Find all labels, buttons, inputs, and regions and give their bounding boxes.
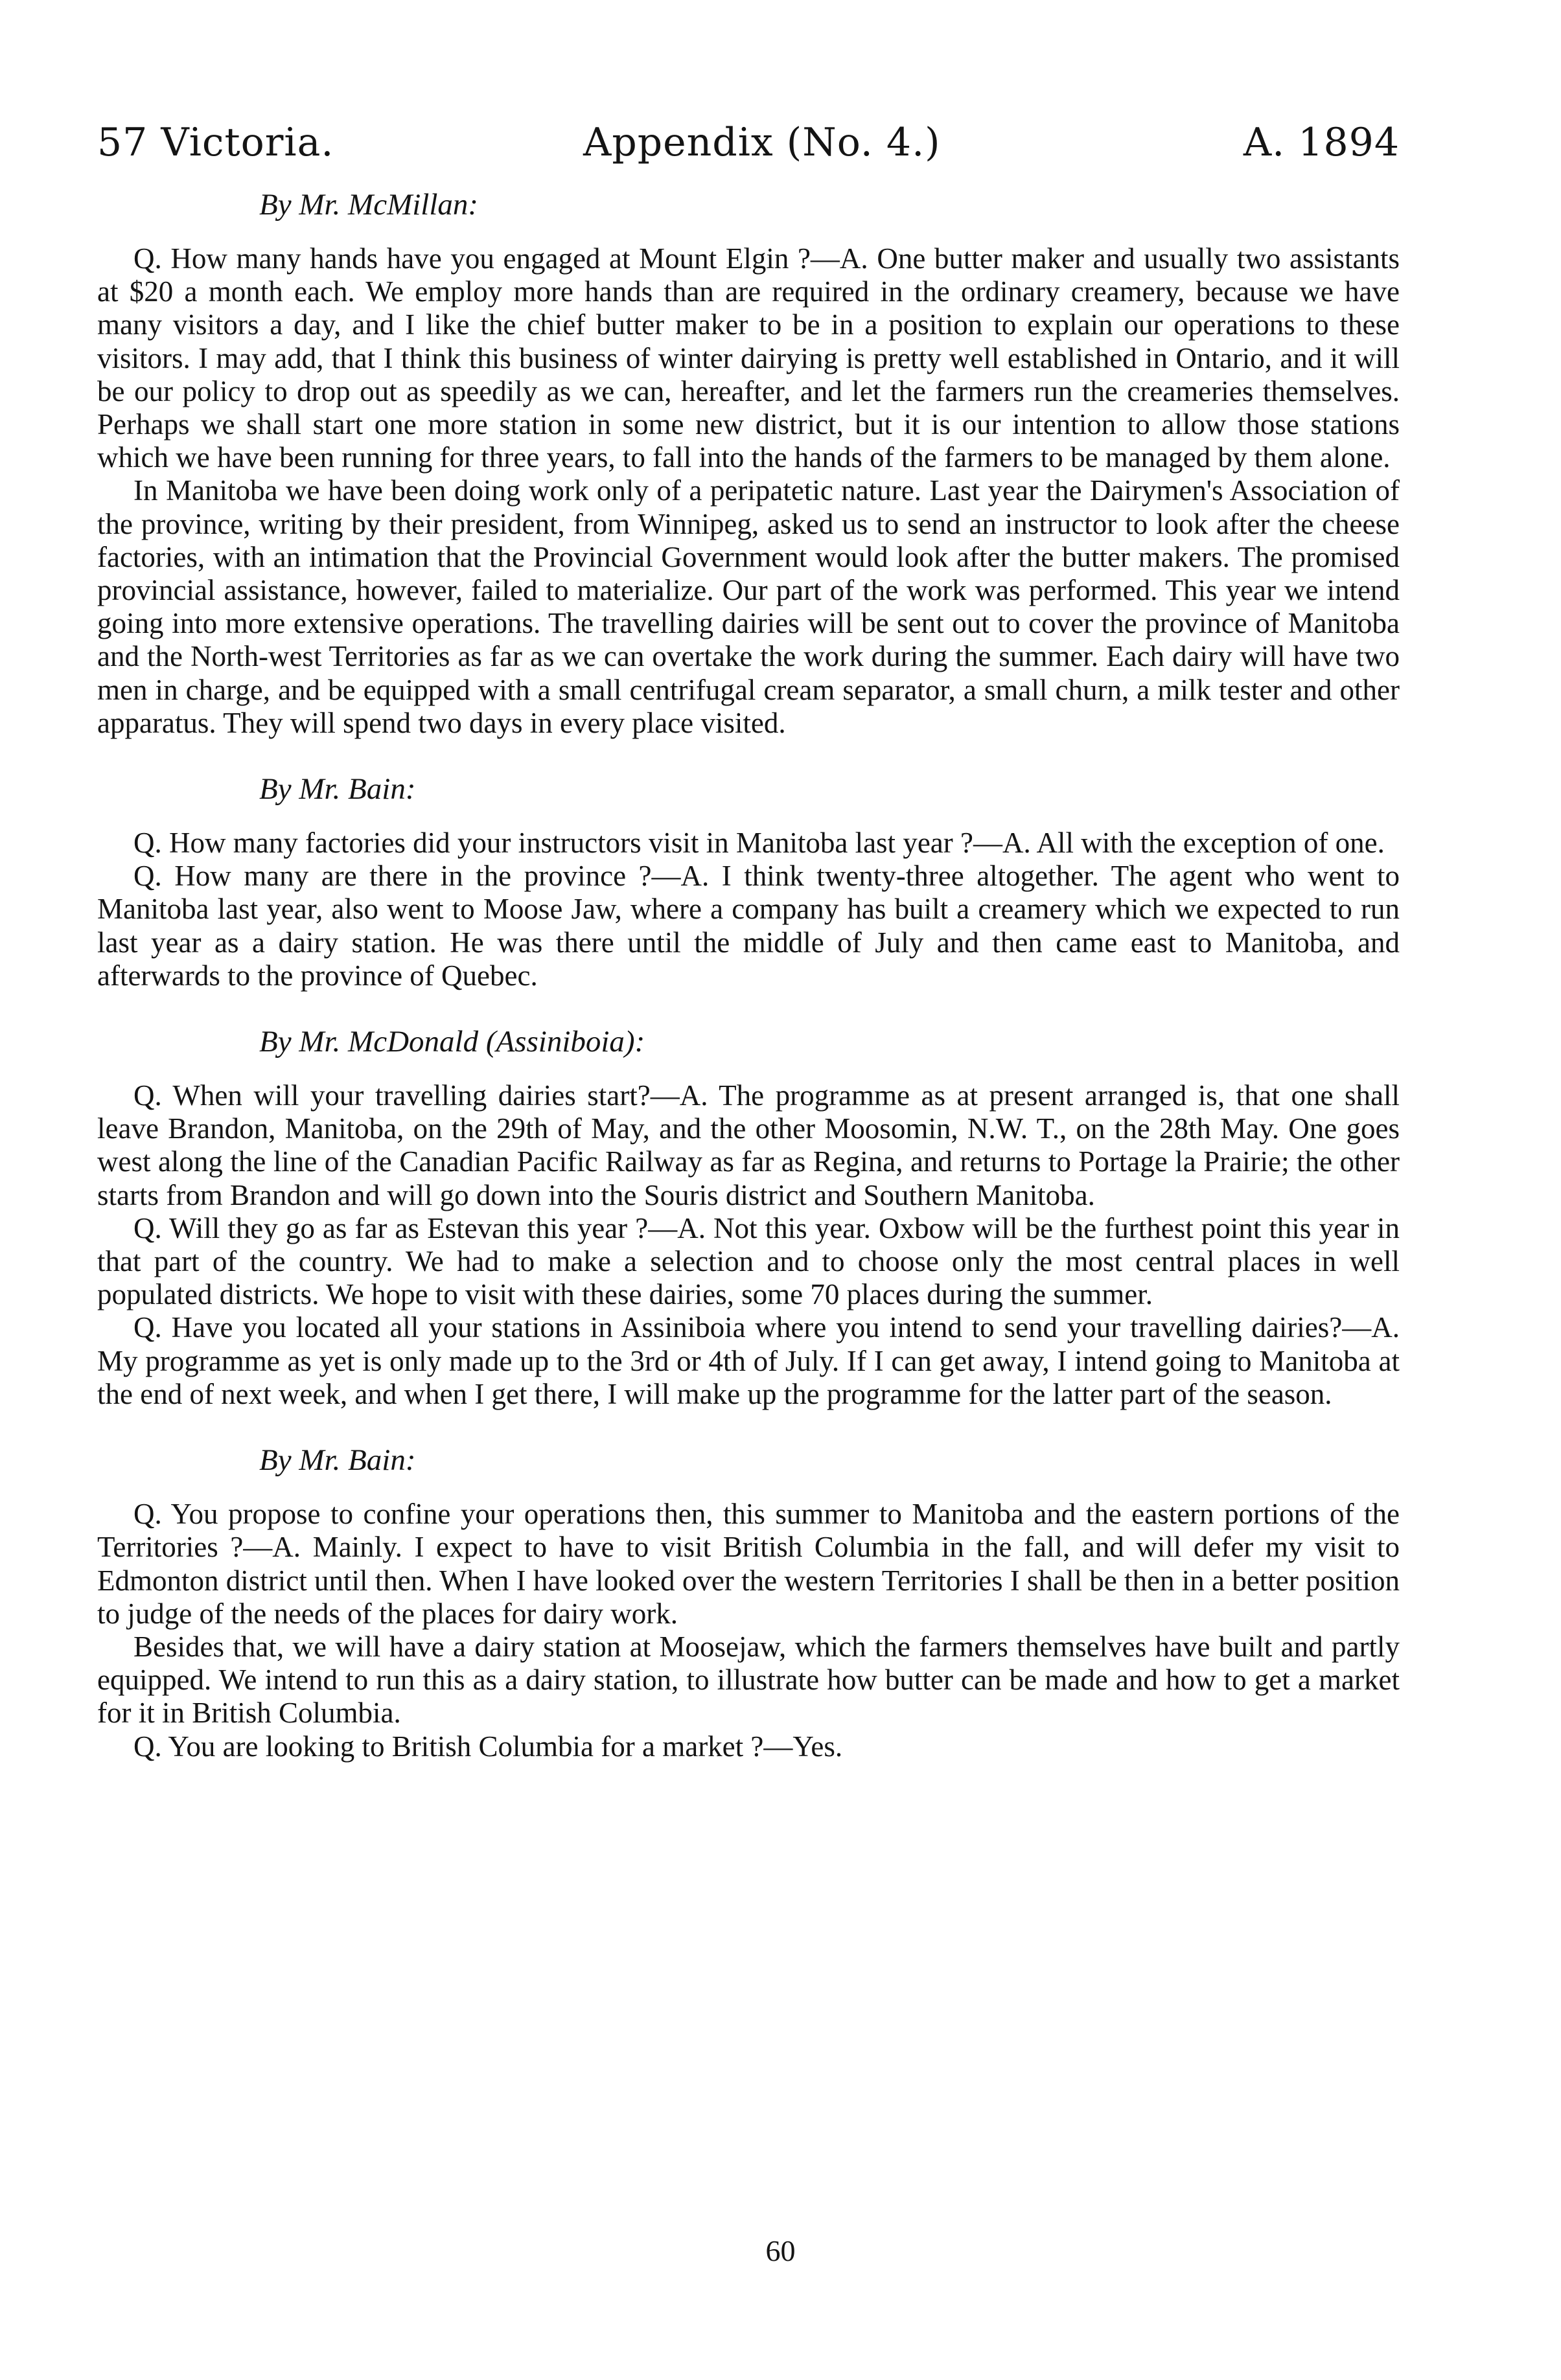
paragraph: Q. You propose to confine your operations then, this summer to Manitoba and the eastern portions of the Territories ?—A. Mainly. I expect to have to visit British Columbia in the fall, and will defer my visit to Edmonton district until then. When I have looked over the western Territories I shall be then in a better position to judge of the needs of the places for dairy work. [97, 1498, 1400, 1630]
header-appendix: Appendix (No. 4.) [583, 120, 941, 165]
paragraph: Q. When will your travelling dairies start?—A. The programme as at present arranged is, that one shall leave Brandon, Manitoba, on the 29th of May, and the other Moosomin, N.W. T., on the 28th May. One goes west along the line of the Canadian Pacific Railway as far as Regina, and returns to Portage la Prairie; the other starts from Brandon and will go down into the Souris district and Southern Manitoba. [97, 1079, 1400, 1211]
paragraph: In Manitoba we have been doing work only of a peripatetic nature. Last year the Dairymen's Association of the province, writing by their president, from Winnipeg, asked us to send an instructor to look after the cheese factories, with an intimation that the Provincial Government would look after the butter makers. The promised provincial assistance, however, failed to materialize. Our part of the work was performed. This year we intend going into more extensive operations. The travelling dairies will be sent out to cover the province of Manitoba and the North-west Territories as far as we can overtake the work during the summer. Each dairy will have two men in charge, and be equipped with a small centrifugal cream separator, a small churn, a milk tester and other apparatus. They will spend two days in every place visited. [97, 474, 1400, 739]
paragraph: Besides that, we will have a dairy station at Moosejaw, which the farmers themselves have built and partly equipped. We intend to run this as a dairy station, to illustrate how butter can be made and how to get a market for it in British Columbia. [97, 1630, 1400, 1730]
page-number: 60 [765, 2234, 796, 2267]
header-year: A. 1894 [1243, 120, 1400, 165]
document-body [97, 181, 1400, 1763]
paragraph: Q. Will they go as far as Estevan this year ?—A. Not this year. Oxbow will be the furthest point this year in that part of the country. We had to make a selection and to choose only the most central places in well populated districts. We hope to visit with these dairies, some 70 places during the summer. [97, 1211, 1400, 1311]
section-bain-1 [97, 766, 1400, 992]
section-bain-2 [97, 1437, 1400, 1763]
section-mcmillan [97, 181, 1400, 740]
section-byline: By Mr. Bain: [259, 1443, 416, 1478]
paragraph: Q. Have you located all your stations in Assiniboia where you intend to send your travelling dairies?—A. My programme as yet is only made up to the 3rd or 4th of July. If I can get away, I intend going to Manitoba at the end of next week, and when I get there, I will make up the programme for the latter part of the season. [97, 1311, 1400, 1410]
running-header [97, 117, 1400, 168]
paragraph: Q. How many factories did your instructors visit in Manitoba last year ?—A. All with the exception of one. [133, 827, 1385, 860]
section-byline: By Mr. Bain: [259, 772, 416, 807]
paragraph: Q. How many are there in the province ?—A. I think twenty-three altogether. The agent who went to Manitoba last year, also went to Moose Jaw, where a company has built a creamery which we expected to run last year as a dairy station. He was there until the middle of July and then came east to Manitoba, and afterwards to the province of Quebec. [97, 860, 1400, 992]
section-byline: By Mr. McMillan: [259, 188, 479, 222]
paragraph: Q. How many hands have you engaged at Mount Elgin ?—A. One butter maker and usually two assistants at $20 a month each. We employ more hands than are required in the ordinary creamery, because we have many visitors a day, and I like the chief butter maker to be in a position to explain our operations to these visitors. I may add, that I think this business of winter dairying is pretty well established in Ontario, and it will be our policy to drop out as speedily as we can, hereafter, and let the farmers run the creameries themselves. Perhaps we shall start one more station in some new district, but it is our intention to allow those stations which we have been running for three years, to fall into the hands of the farmers to be managed by them alone. [97, 242, 1400, 474]
header-session: 57 Victoria. [97, 120, 334, 165]
section-mcdonald [97, 1018, 1400, 1411]
section-byline: By Mr. McDonald (Assiniboia): [259, 1025, 645, 1059]
paragraph: Q. You are looking to British Columbia for a market ?—Yes. [133, 1730, 843, 1763]
